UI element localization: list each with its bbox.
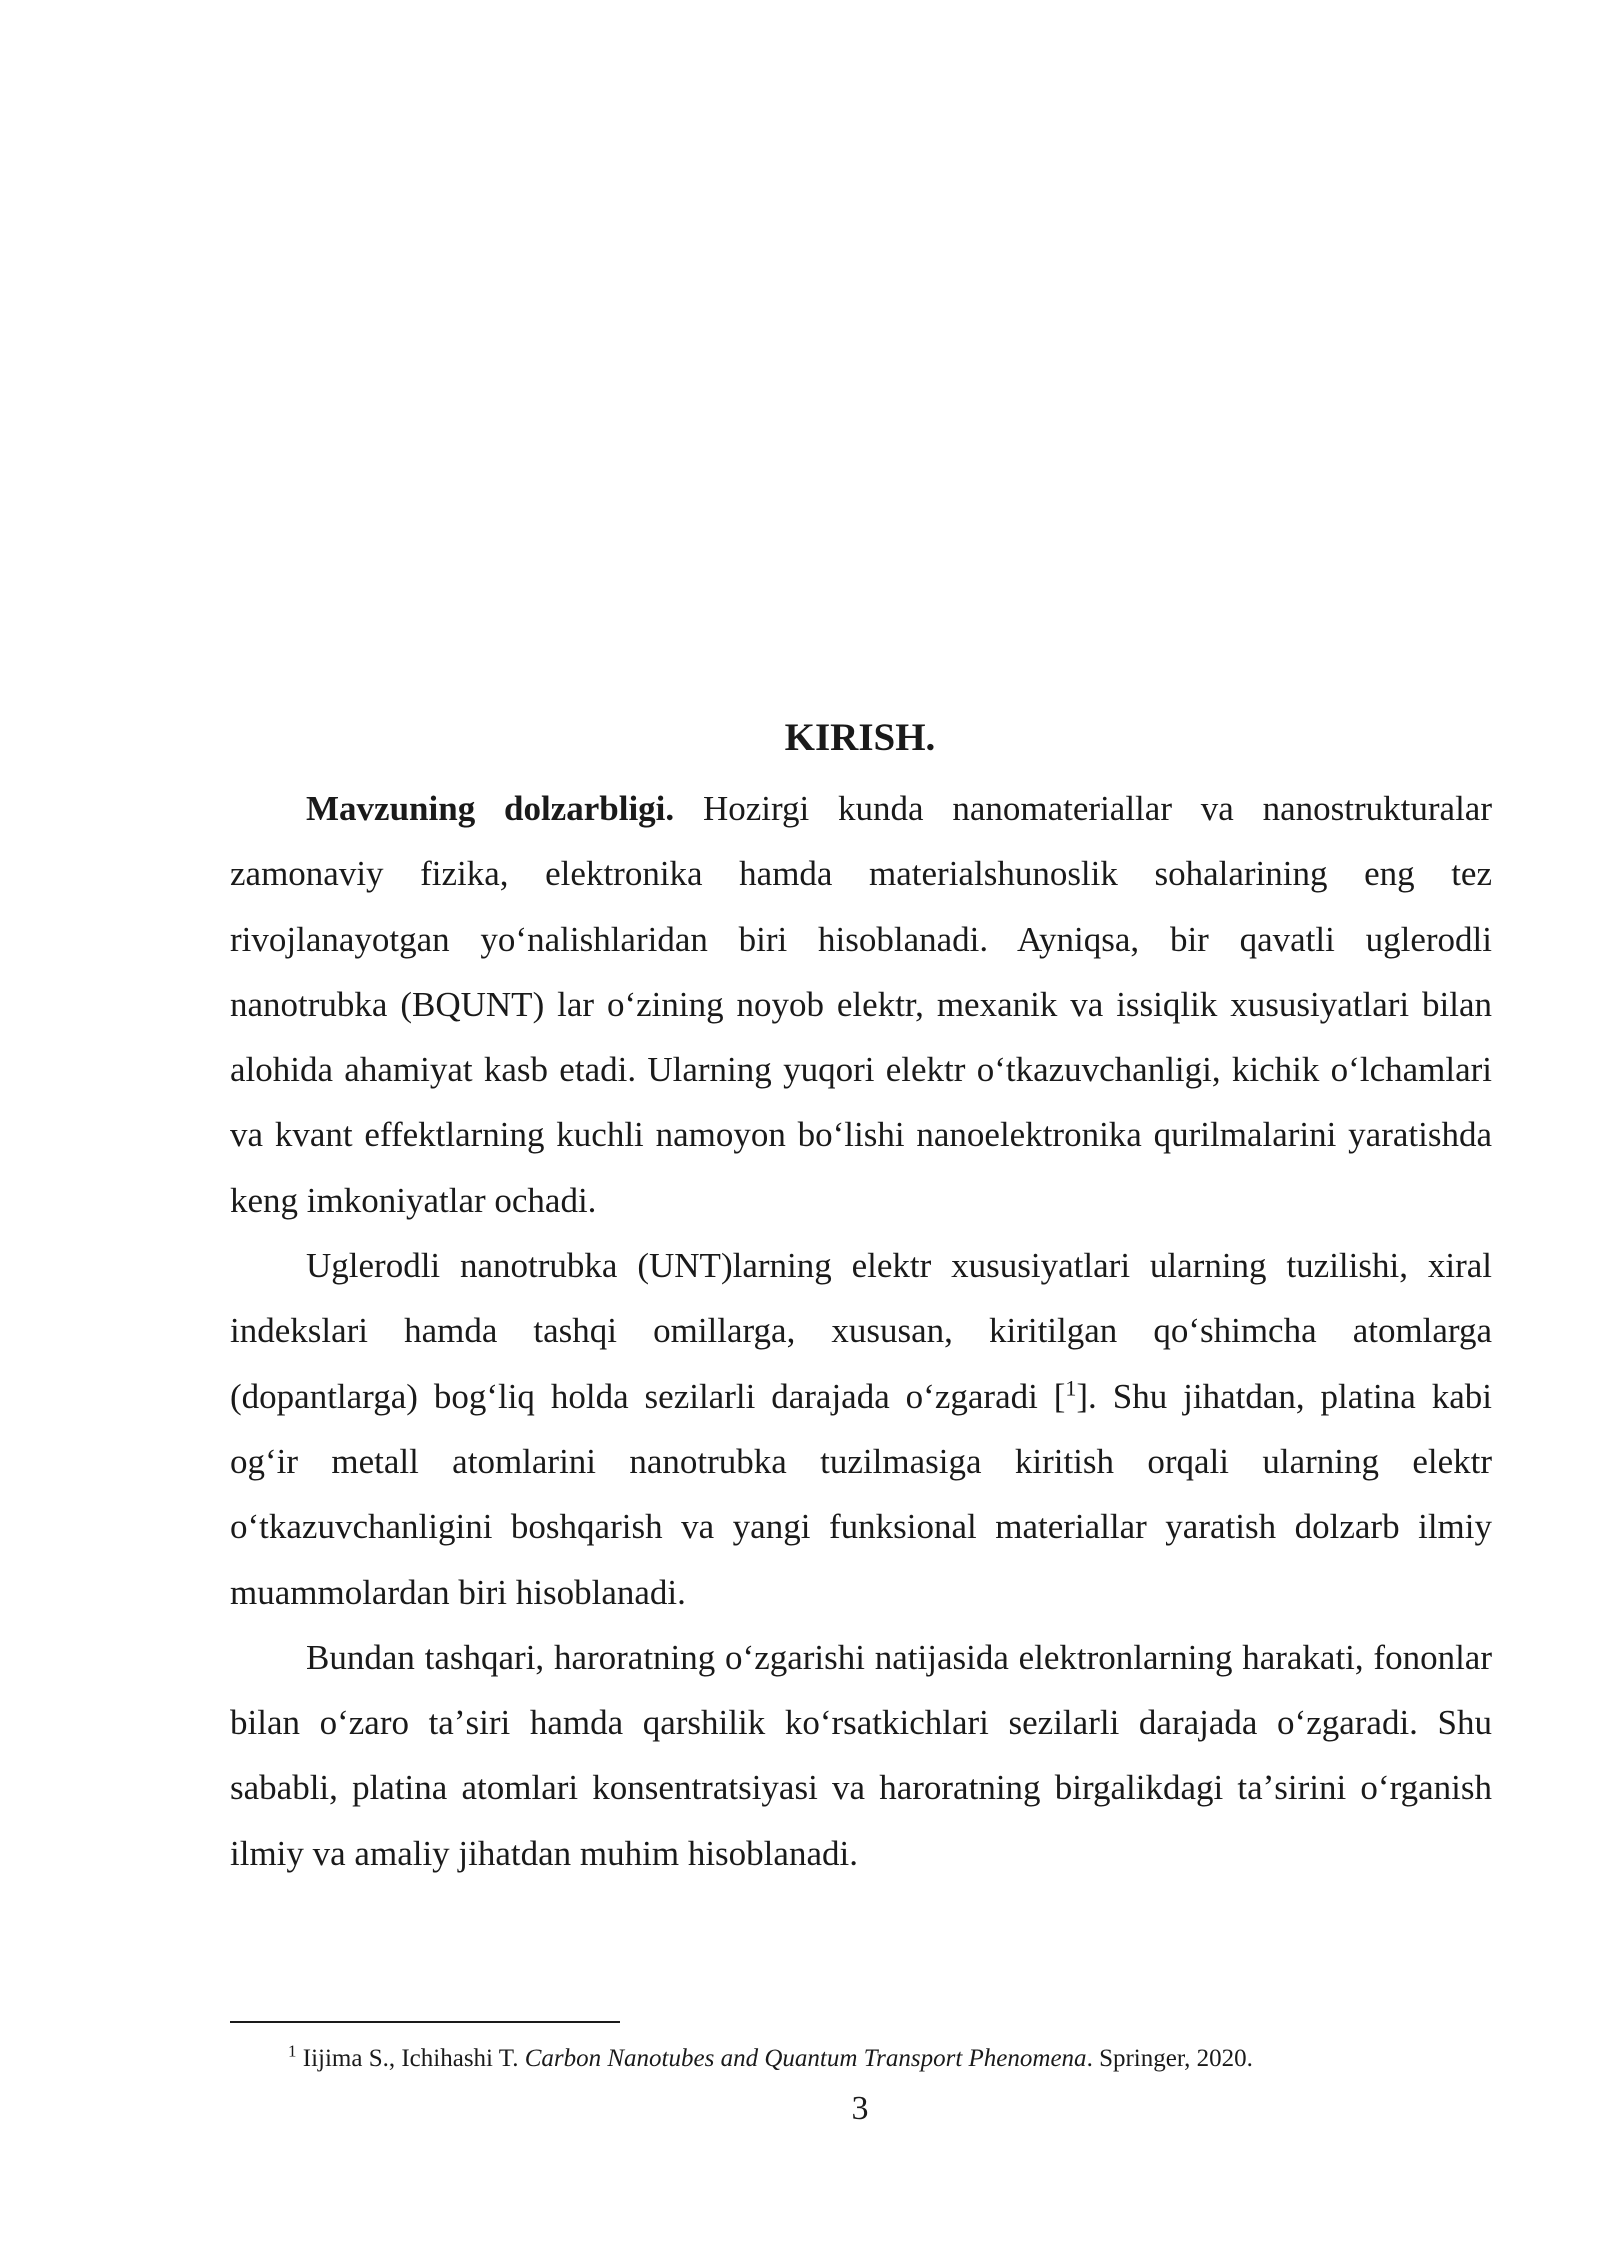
heading-container [230,708,1490,768]
footnote [288,2040,1508,2078]
citation-ref[interactable]: 1 [1065,1375,1077,1401]
footnote-publisher: . Springer, 2020. [1086,2045,1253,2072]
paragraph-lead: Mavzuning dolzarbligi. [306,789,675,828]
paragraph-text: ]. Shu jihatdan, platina kabi ogʻir metall atomlarini nanotrubka tuzilmasiga kiritish orqali ularning elektr oʻtkazuvchanligini boshqarish va yangi funksional materiallar yaratish dolzarb ilmiy muammolardan biri hisoblanadi. [230,1376,1492,1612]
paragraph-temperature [230,1625,1492,1886]
body-text [230,776,1492,1886]
footnote-divider [230,2021,620,2023]
footnote-authors: Iijima S., Ichihashi T. [302,2045,519,2072]
paragraph-text: Bundan tashqari, haroratning oʻzgarishi natijasida elektronlarning harakati, fononlar bilan oʻzaro taʼsiri hamda qarshilik koʻrsatkichlari sezilarli darajada oʻzgaradi. Shu sababli, platina atomlari konsentratsiyasi va haroratning birgalikdagi taʼsirini oʻrganish ilmiy va amaliy jihatdan muhim hisoblanadi. [230,1637,1492,1873]
footnote-number: 1 [288,2041,297,2061]
page-title: KIRISH. [784,716,936,759]
paragraph-relevance [230,776,1492,1233]
page-number: 3 [851,2090,869,2127]
paragraph-text: Hozirgi kunda nanomateriallar va nanostrukturalar zamonaviy fizika, elektronika hamda materialshunoslik sohalarining eng tez rivojlanayotgan yoʻnalishlaridan biri hisoblanadi. Ayniqsa, bir qavatli uglerodli nanotrubka (BQUNT) lar oʻzining noyob elektr, mexanik va issiqlik xususiyatlari bilan alohida ahamiyat kasb etadi. Ularning yuqori elektr oʻtkazuvchanligi, kichik oʻlchamlari va kvant effektlarning kuchli namoyon boʻlishi nanoelektronika qurilmalarini yaratishda keng imkoniyatlar ochadi. [230,789,1492,1220]
footnote-title: Carbon Nanotubes and Quantum Transport Phenomena [524,2045,1087,2072]
paragraph-properties [230,1233,1492,1625]
paragraph-text: Uglerodli nanotrubka (UNT)larning elektr xususiyatlari ularning tuzilishi, xiral indekslari hamda tashqi omillarga, xususan, kiritilgan qoʻshimcha atomlarga (dopantlarga) bogʻliq holda sezilarli darajada oʻzgaradi [ [230,1246,1492,1416]
